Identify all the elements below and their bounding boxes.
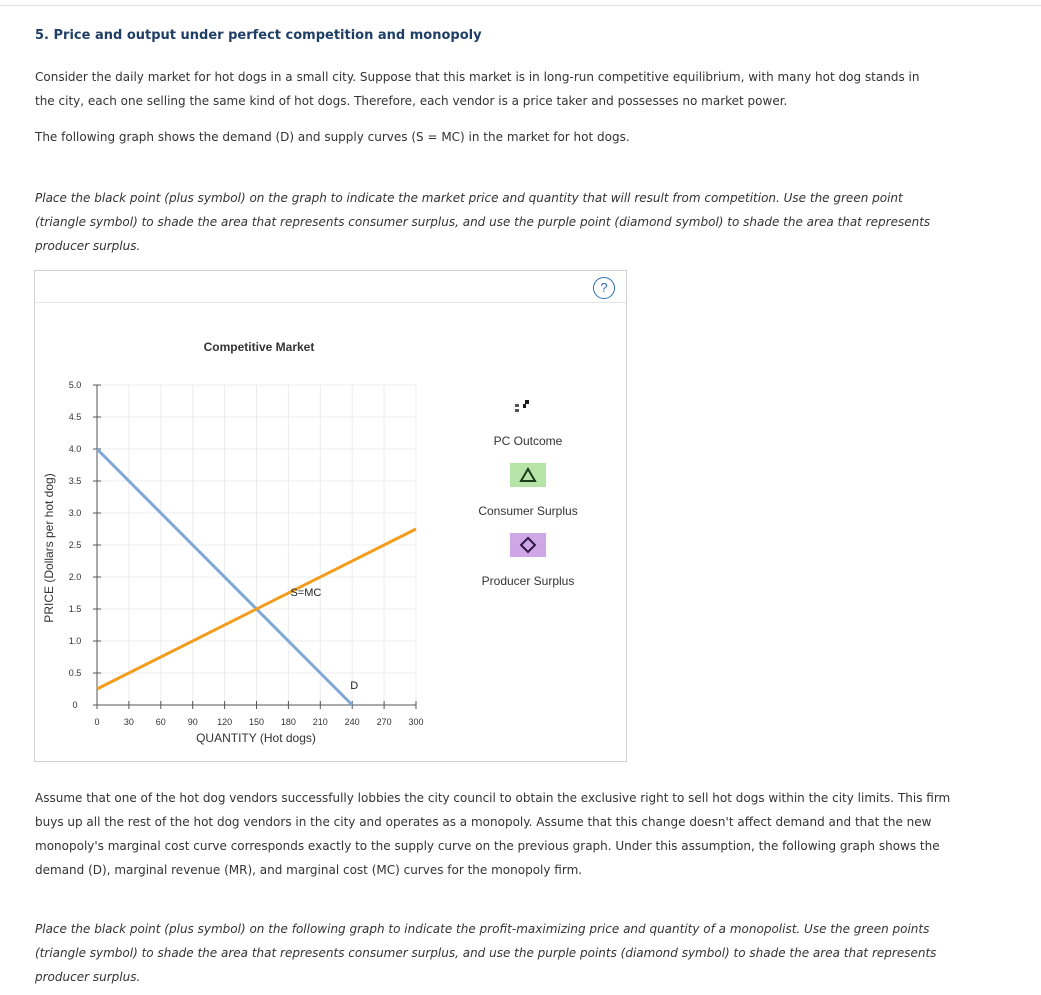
chart-grid <box>97 385 416 705</box>
plus-icon <box>515 400 529 412</box>
intro-paragraph: Consider the daily market for hot dogs in a small city. Suppose that this market is in long-run competitive equilibrium, with many hot dog stands in the city, each one selling the same kind of hot dogs. Therefore, each vendor is a price taker and possesses no market power. <box>35 70 920 108</box>
tool-producer-surplus-label: Producer Surplus <box>481 574 575 588</box>
y-tick-label: 5.0 <box>68 380 82 390</box>
competitive-market-chart[interactable] <box>35 271 626 761</box>
curve-label-s-mc: S=MC <box>290 587 322 599</box>
tool-producer-surplus[interactable] <box>482 533 575 588</box>
x-tick-label: 120 <box>217 717 233 727</box>
y-tick-label: 0 <box>72 700 78 710</box>
tool-pc-outcome[interactable] <box>494 400 563 448</box>
chart-title: Competitive Market <box>203 340 315 354</box>
y-tick-label: 4.0 <box>68 444 82 454</box>
x-tick-label: 30 <box>123 717 134 727</box>
x-tick-label: 240 <box>344 717 360 727</box>
y-tick-label: 1.5 <box>68 604 82 614</box>
x-tick-label: 0 <box>94 717 100 727</box>
tool-consumer-surplus-swatch <box>510 463 546 487</box>
x-tick-label: 210 <box>312 717 328 727</box>
curve-label-d: D <box>350 680 359 692</box>
top-divider <box>0 0 1041 6</box>
x-tick-label: 300 <box>408 717 424 727</box>
tool-consumer-surplus-label: Consumer Surplus <box>478 504 578 518</box>
x-tick-label: 150 <box>248 717 265 727</box>
y-tick-label: 4.5 <box>68 412 82 422</box>
y-tick-label: 1.0 <box>68 636 82 646</box>
graph-intro-paragraph: The following graph shows the demand (D) and supply curves (S = MC) in the market for hot dogs. <box>35 130 630 144</box>
y-tick-label: 2.0 <box>68 572 82 582</box>
y-axis-label: PRICE (Dollars per hot dog) <box>42 473 56 623</box>
x-axis-label: QUANTITY (Hot dogs) <box>196 731 316 745</box>
question-heading: 5. Price and output under perfect competition and monopoly <box>35 28 482 43</box>
graph-panel <box>34 270 627 762</box>
x-tick-label: 90 <box>187 717 198 727</box>
y-tick-label: 0.5 <box>68 668 82 678</box>
y-tick-label: 3.0 <box>68 508 82 518</box>
instruction-monopoly: Place the black point (plus symbol) on the following graph to indicate the profit-maximizing price and quantity of a monopolist. Use the green points (triangle symbol) to shade the area that represents consumer surplus, and use the purple points (diamond symbol) to shade the area that represents producer surplus. <box>35 922 937 984</box>
monopoly-paragraph: Assume that one of the hot dog vendors successfully lobbies the city council to obtain the exclusive right to sell hot dogs within the city limits. This firm buys up all the rest of the hot dog vendors in the city and operates as a monopoly. Assume that this change doesn't affect demand and that the new monopoly's marginal cost curve corresponds exactly to the supply curve on the previous graph. Under this assumption, the following graph shows the demand (D), marginal revenue (MR), and marginal cost (MC) curves for the monopoly firm. <box>35 791 951 877</box>
tool-consumer-surplus[interactable] <box>478 463 577 518</box>
x-tick-label: 180 <box>280 717 296 727</box>
y-tick-label: 3.5 <box>68 476 82 486</box>
help-button[interactable]: ? <box>593 277 615 299</box>
y-tick-label: 2.5 <box>68 540 82 550</box>
instruction-competitive: Place the black point (plus symbol) on the graph to indicate the market price and quantity that will result from competition. Use the green point (triangle symbol) to shade the area that represents consumer surplus, and use the purple point (diamond symbol) to shade the area that represents producer surplus. <box>35 191 931 253</box>
x-tick-label: 60 <box>155 717 166 727</box>
x-tick-label: 270 <box>376 717 392 727</box>
tool-pc-outcome-label: PC Outcome <box>493 434 563 448</box>
